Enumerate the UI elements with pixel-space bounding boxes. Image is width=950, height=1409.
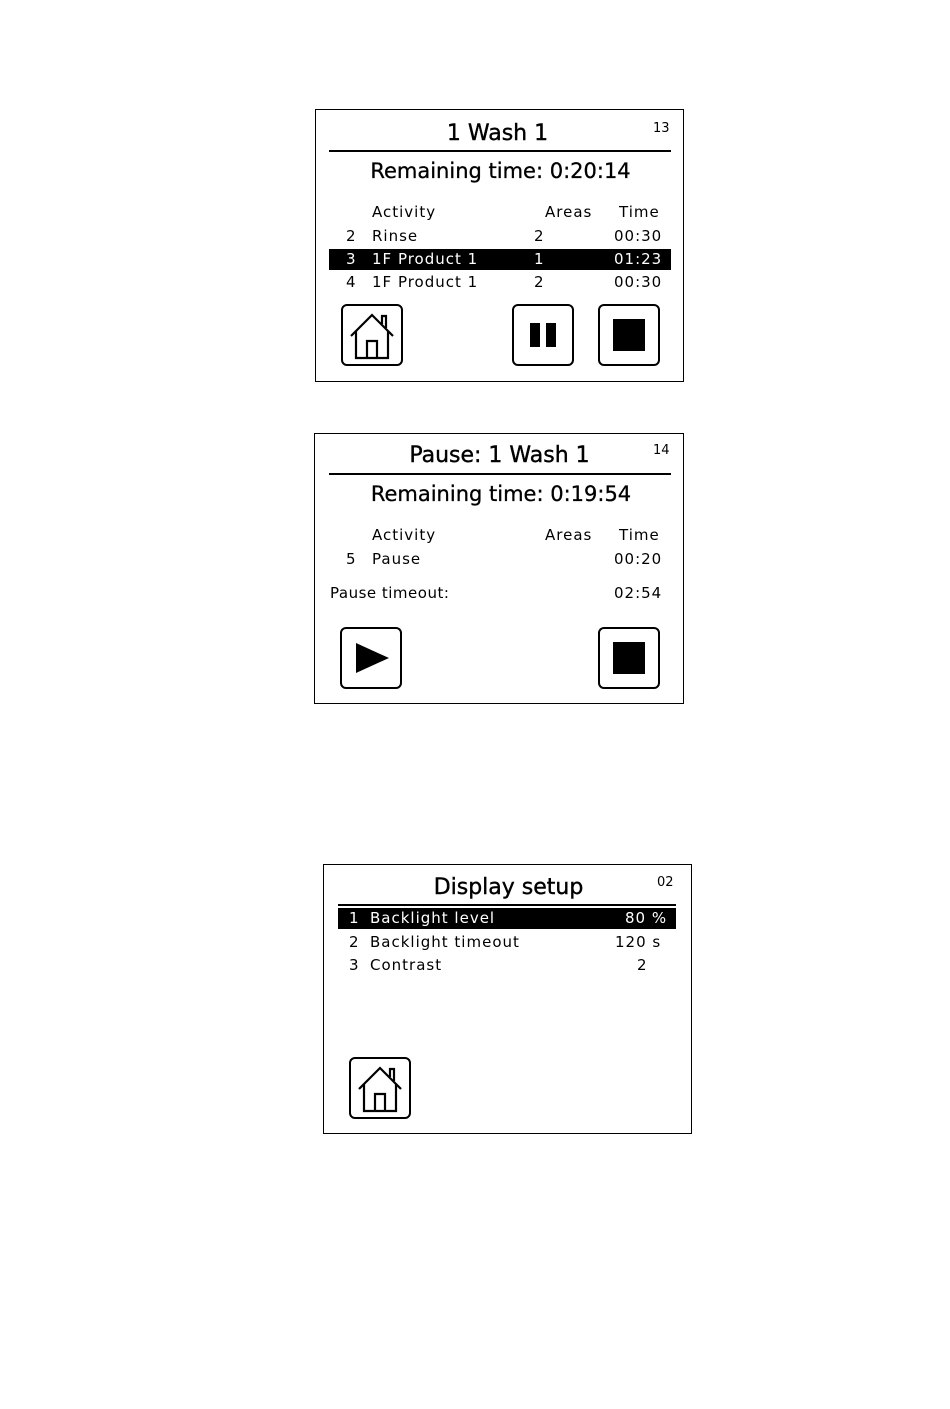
page-number: 14 [653,443,670,458]
column-header-activity: Activity [372,526,437,544]
pause-timeout-value: 02:54 [614,584,663,602]
item-label: Backlight timeout [370,933,520,951]
column-header-areas: Areas [545,203,593,221]
item-number: 1 [349,909,360,927]
row-time: 01:23 [614,250,663,268]
item-value: 80 % [625,909,668,927]
table-row[interactable] [329,226,671,247]
row-activity: Rinse [372,227,419,245]
page-number: 13 [653,121,670,136]
home-icon [351,1059,409,1117]
item-number: 2 [349,933,360,951]
row-areas: 2 [534,227,545,245]
row-number: 2 [346,227,357,245]
item-label: Contrast [370,956,443,974]
list-item[interactable] [338,932,676,953]
pause-icon [514,306,572,364]
home-icon [343,306,401,364]
row-time: 00:30 [614,273,663,291]
home-button[interactable] [341,304,403,366]
title-divider [329,150,671,152]
list-item[interactable] [338,955,676,976]
column-header-activity: Activity [372,203,437,221]
pause-screen [314,433,684,704]
stop-button[interactable] [598,304,660,366]
item-value: 2 [637,956,648,974]
page-title: Display setup [433,875,584,900]
row-number: 3 [346,250,357,268]
table-row-selected[interactable] [329,249,671,270]
row-activity: 1F Product 1 [372,273,479,291]
pause-timeout-label: Pause timeout: [330,584,450,602]
item-number: 3 [349,956,360,974]
row-time: 00:30 [614,227,663,245]
row-areas: 2 [534,273,545,291]
item-value: 120 s [615,933,662,951]
display-setup-screen [323,864,692,1134]
play-icon [342,629,400,687]
stop-button[interactable] [598,627,660,689]
title-divider [329,473,671,475]
table-row[interactable] [329,549,671,570]
item-label: Backlight level [370,909,496,927]
row-number: 5 [346,550,357,568]
row-activity: 1F Product 1 [372,250,479,268]
remaining-time: Remaining time: 0:20:14 [370,159,631,183]
column-header-time: Time [619,203,660,221]
row-activity: Pause [372,550,422,568]
stop-icon [600,629,658,687]
page-title: Pause: 1 Wash 1 [409,443,590,468]
remaining-time: Remaining time: 0:19:54 [370,482,632,506]
wash-run-screen [315,109,684,382]
page-title: 1 Wash 1 [446,121,549,146]
list-item-selected[interactable] [338,908,676,929]
home-button[interactable] [349,1057,411,1119]
page-number: 02 [657,875,674,890]
title-divider [338,904,676,906]
column-header-time: Time [619,526,660,544]
row-number: 4 [346,273,357,291]
stop-icon [600,306,658,364]
row-areas: 1 [534,250,545,268]
table-row[interactable] [329,272,671,293]
row-time: 00:20 [614,550,663,568]
resume-button[interactable] [340,627,402,689]
column-header-areas: Areas [545,526,593,544]
pause-button[interactable] [512,304,574,366]
